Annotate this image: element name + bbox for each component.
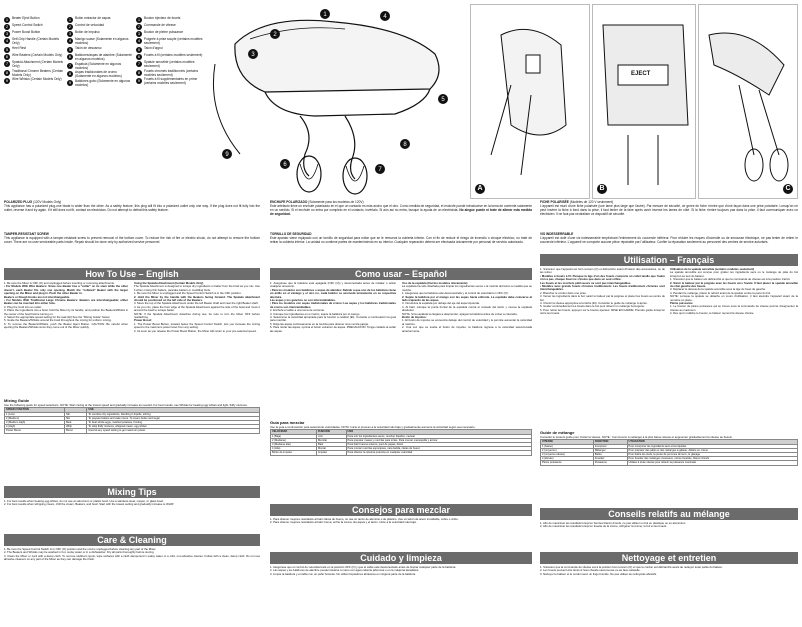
part-item: 8 Traditional Chrome Beaters (Certain Models Only) [5, 68, 64, 77]
care-cleaning-fr-title: Nettoyage et entretien [540, 552, 798, 564]
table-row: 3 (Medium High) Beat To beat whole eggs, mashed potatoes, frosting [5, 421, 260, 425]
table-row: 4 (élevée) Fouetter Pour fouetter des mélanges mousseux, crème fouettée, blancs d'œufs [541, 457, 798, 461]
figure-b [592, 4, 696, 199]
how-to-use-es-col2: Uso de la espátula (Ciertos modelos únicamente) La espátula ha sido diseñada para limpiar los ingredientes secos o la mezcla del tazón a medida que se mezcla. 1. Asegúrese que la batidora esté desconectada y el control de velocidad en OFF (O). 2. Sujete la batidora por el mango con las aspas hacia enfrente. La espátula debe colocarse al lado izquierdo de las aspas. 3. Introduzca la espátula por debajo del eje del aspa izquierda. 4. Al batir, coloque la punta frontal de la espátula contra el costado del tazón y mueva la espátula alrededor. NOTA: Si la espátula se llegara a desprender, apague la batidora antes de volver a colocarla. Botón de impulso: 1. El botón de impulso se encuentra debajo del control de velocidad y le permite aumentar la velocidad al máximo. 2. Una vez que se suelte el botón de impulso, la batidora regresa a la velocidad seleccionada anteriormente. [402, 281, 532, 333]
table-row: 1 (Low) Stir To combine dry ingredients, blending in liquids, stirring [5, 412, 260, 416]
svg-text:5: 5 [441, 97, 445, 103]
parts-list-spanish [67, 17, 133, 89]
how-to-use-es-col1: 1. Asegúrese que la batidora esté apagada (OFF (O)) y desconectada antes de instalar o retirar cualquier accesorio. • Para los modelos con batidores o aspas de alambre: Debido a que uno de los batidores tiene un anillo en el vástago y el otro no, cada batidor se acomoda únicamente en su respectiva abertura. Las aspas y los ganchos no son intercambiables. • Para los modelos con aspas tradicionales de cromo: Las aspas y los batidores tradicionales de cromo son intercambiables. 2. Enchufe el cable a una toma de corriente. 3. Coloque los ingredientes en un tazón, sujete la batidora por el mango. 4. Seleccione la velocidad apropiada para la función a realizar (EI). Consulte a continuación la guía para mezclar. 5. Dirija las aspas continuamente en la mezcla para obtener una mezcla pareja. 6. Para retirar las aspas, oprima el botón extractor de aspas. PRECAUCIÓN: Tenga cuidado al soltar las aspas. [270, 281, 396, 333]
mixing-tips-en-title: Mixing Tips [4, 486, 260, 498]
svg-text:2: 2 [273, 32, 277, 38]
table-row: 4 (Alta) Montar Para montar mezclas esponjosas, nata batida, claras de huevo [271, 447, 532, 451]
part-item: 7 Espátula (Solamente en algunos modelos) [68, 61, 122, 70]
polarized-plug-fr: FICHE POLARISÉE (Modèles de 120 V seulement) L'appareil est muni d'une fiche polarisée (une lame plus large que l'autre). Par mesure de sécurité, ce genre de fiche n'entre que d'une façon dans une prise polarisée. Lorsqu'on ne peut insérer la fiche à fond dans la prise, il faut tenter de la faire après avoir inversé les lames de côté. Si la fiche n'entre toujours pas dans la prise, il faut communiquer avec un électricien. Il ne faut pas neutraliser ce dispositif de sécurité. [540, 200, 798, 216]
part-item: 1 Bouton éjecteur de fouets [137, 16, 181, 22]
table-row: 2 (moyenne) Mélanger Pour préparer des pâtes et des mélanges à gâteau, défaire en crème [541, 448, 798, 452]
svg-text:4: 4 [383, 14, 387, 20]
mixing-tips-en: 1. For best results when beating egg whites, do not use an aluminum or plastic bowl. Use a stainless steel, copper, or glass bowl. 2. For best results when whipping cream, chill the cream, Beaters, and bowl. Start with the lowest setting and gradually increase to WHIP. [4, 499, 174, 507]
table-row: Power Boost Boost Used at any speed setting to get maximum power [5, 429, 260, 433]
how-to-use-en-col2: Using the Spatula Attachment (Certain Models Only) The Spatula Attachment is designed to scrape dry ingredients or batter from the bowl as you mix. Use it when mixing thin batters, pancake batters or muddling fruits. 1. Be sure the Mixer is unplugged and the Speed Control Switch is in the OFF position. 2. Hold the Mixer by the handle with the Beaters facing forward. The Spatula attachment should be positioned on the left side of the Beaters. 3. Move the top of the Spatula Attachment under the left Beater shaft and near the right Beater shaft. 4. As you mix, place the front edge of the Spatula Attachment against the side of the bowl and move it around the bowl to scrape batter. NOTE: If the Spatula Attachment detaches during use, be sure to turn the Mixer OFF before reattaching. Power Boost: 1. The Power Boost Button, located below the Speed Control Switch, lets you increase the mixing speed to the maximum power level from any setting. 2. As soon as you release the Power Boost Button, the Mixer will return to your pre-selected speed. [134, 281, 260, 333]
part-item: 8 Aspas tradicionales de cromo (Solamente en algunos modelos) [68, 70, 122, 79]
part-item: 4 Poignée à prise souple (certains modèles seulement) [137, 37, 203, 45]
figure-label-b: B [597, 184, 607, 194]
part-item: 3 Botón de impulso [68, 30, 100, 36]
how-to-use-es-title: Como usar – Español [270, 268, 532, 280]
part-item: 1 Botón extractor de aspas [68, 16, 111, 22]
part-item: 4 Self-Grip Handle (Certain Models Only) [5, 37, 59, 45]
svg-text:7: 7 [378, 167, 382, 173]
part-item: 3 Power Boost Button [5, 30, 41, 36]
part-item: 6 Wire Beaters (Certain Models Only) [5, 52, 63, 59]
part-item: 9 Batidores gobo (Solamente en algunos modelos) [68, 79, 131, 88]
part-item: 2 Control de velocidad [68, 23, 105, 29]
polarized-plug-es: ENCHUFE POLARIZADO (Solamente para los modelos de 120V) Este artefacto tiene un enchufe polarizado en el que un contacto es más ancho que el otro. Como medida de seguridad, el enchufe puede introducirse en la toma de corriente solamente en un sentido. Si el enchufe no entra por completo en el contacto, invértalo. Si aún así no entra, busque la ayuda de un electricista. No alegue puede ni trate de alterar esta medida de seguridad. [270, 200, 532, 216]
part-item: 3 Bouton de pleine puissance [137, 30, 184, 36]
mixing-tips-fr-title: Conseils relatifs au mélange [540, 508, 798, 520]
svg-text:1: 1 [323, 12, 327, 18]
parts-list-english [4, 17, 64, 85]
table-row: 1 (basse) Incorporer Pour incorporer les ingrédients secs et les liquides [541, 444, 798, 448]
how-to-use-fr-title: Utilisation – Français [540, 254, 798, 266]
mixing-guide-fr: Guide de mélange Consulter le présent guide pour choisir la vitesse. NOTE : Commencer à mélanger à la plus basse vitesse et augmenter graduellement la vitesse au besoin. VITESSE FONCTION UTILISATION 1 (basse) Incorporer Pour incorporer les ingrédients secs et les liquides 2 (moyenne) Mélanger Pour préparer des pâtes et des mélanges à gâteau, défaire en crème 3 (moyenne élevée) Battre Pour battre les œufs, la purée de pommes de terre, le glaçage 4 (élevée) Fouetter Pour fouetter des mélanges mousseux, crème fouettée, blancs d'œufs Pleine puissance Puissance Utilisée à toute vitesse pour obtenir la puissance maximale [540, 428, 798, 466]
polarized-plug-en: POLARIZED PLUG (120V Models Only) This appliance has a polarized plug-one blade is wider than the other. As a safety feature, this plug will fit into a polarized outlet only one way. If the plug does not fit fully into the outlet, reverse it and try again. If it still does not fit, contact an electrician. Do not attempt to defeat this safety feature. [4, 200, 260, 212]
hand-plug-illustration [471, 5, 589, 198]
part-item: 2 Speed Control Switch [5, 23, 43, 29]
mixing-tips-fr: 1. Afin de maximiser les résultats lorsqu'on bat des blancs d'œufs, ne pas utiliser un bol en plastique ou en aluminium. 2. Afin de maximiser les résultats lorsqu'on fouette de la crème, réfrigérer la crème, le bol et les fouets. [540, 521, 687, 529]
part-item: 1 Beater Eject Button [5, 16, 40, 22]
tamper-screw-fr: VIS INDESSERRABLE L'appareil est doté d'une vis indesserrable empêchant l'enlèvement du couvercle inférieur. Pour réduire les risques d'incendie ou de secousse électrique, ne pas tenter de retirer le couvercle inférieur. L'appareil ne comporte aucune pièce réparable par l'utilisateur. Confier la réparation seulement au personnel des centres de service autorisés. [540, 232, 798, 244]
part-item: 6 Fouets à fil (certains modèles seulement) [137, 52, 203, 59]
eject-button-illustration [593, 5, 695, 198]
part-item: 5 Talon d'appui [137, 45, 163, 52]
care-cleaning-es: 1. Asegúrese que el control de velocidad esté en la posición OFF (O) y que el cable esté desconectado antes de limpiar cualquier parte de la batidora. 2. Las aspas y los batidores de alambre pueden lavarse a mano con agua caliente jabonosa o en la máquina lavaplatos. 3. Limpie la batidora y el cable con un paño húmedo. No utilice limpiadores abrasivos en ninguna parte de la batidora. [270, 565, 457, 576]
tamper-screw-en: TAMPER-RESISTANT SCREW This appliance is equipped with a tamper-resistant screw to prevent removal of the bottom cover. To reduce the risk of fire or electric shock, do not attempt to remove the bottom cover. There are no user serviceable parts inside. Repair should be done only by authorized service personnel. [4, 232, 260, 244]
mixing-tips-es: 1. Para obtener mejores resultados al batir claras de huevo, no use un tazón de aluminio o de plástico. Use un tazón de acero inoxidable, cobre o vidrio. 2. Para obtener mejores resultados al batir crema, enfríe la crema, las aspas y el tazón. Inicie a la velocidad más baja. [270, 517, 459, 525]
part-item: 9 Wire Whisks (Certain Models Only) [5, 77, 62, 84]
care-cleaning-en-title: Care & Cleaning [4, 534, 260, 546]
mixer-illustration [205, 4, 465, 199]
svg-text:8: 8 [403, 142, 407, 148]
table-row: 1 (Baja) Unir Para unir los ingredientes secos, revolver líquidos, menear [271, 434, 532, 438]
how-to-use-en-col1: 1. Be sure the Mixer is OFF (O) and unplugged before inserting or removing attachments. • For Models With Wire Beaters: Since one Beater has a "collar" on its stem while the other doesn't, each Beater fits only one opening. Match the "collared" Beater with the larger opening on the Mixer and plug in. Push the other Beater in. Beaters or Dough Hooks are not interchangeable. • For Models With Traditional Large Chrome Beaters: Beaters are interchangeable; either Beater can be inserted into either hole. 2. Plug the Cord into an outlet. 3. Place the ingredients into a bowl, hold the Mixer by its handle, and position the Beaters/Whisks in the center of the bowl before turning on. 4. Select the appropriate speed setting for the task (EI) See the "Mixing Guide" below. 5. Guide the Beaters/Whisks around the bowl throughout the mixing for uniform mixing. 6. To remove the Beaters/Whisks, push the Beater Eject Button. CAUTION: Be careful when ejecting the Beaters/Whisks since they come out of the Mixer quickly. [4, 281, 128, 330]
table-row: 2 (Medium) Mix To prepare batters and cake mixes. To cream butter and sugar [5, 416, 260, 420]
care-cleaning-fr: 1. S'assurer que la commande de vitesse est à la position hors tension (O) et que le cordon est débranché avant de nettoyer toute partie du batteur. 2. Les fouets peuvent être lavés à l'eau chaude savonneuse ou au lave-vaisselle. 3. Nettoyer le batteur et le cordon avec un linge humide. Ne pas utiliser de nettoyants abrasifs. [540, 565, 723, 576]
svg-text:9: 9 [225, 152, 229, 158]
table-row: Botón de impulso Impulso Para obtener la máxima potencia en cualquier velocidad [271, 451, 532, 455]
how-to-use-fr-col1: 1. S'assurer que l'appareil est hors tension (O) et débranché avant d'insérer des accessoires, ou de les retirer. • Modèles à fouets à fil: Puisque la tige d'un des fouets comporte un collet tandis que l'autre n'en a pas, chaque fouet ne s'insère que dans un seul orifice. Les fouets et les crochets pétrisseurs ne sont pas interchangeables. • Modèles avec grands fouets chromés traditionnels: Les fouets traditionnels chromés sont interchangeables. 2. Brancher le cordon dans une prise. 3. Verser les ingrédients dans le bol, saisir le batteur par la poignée et placer les fouets au centre du bol. 4. Choisir la vitesse appropriée à la tâche (EI). Consulter le guide de mélange ci-après. 5. Guider continuellement les fouets dans le bol pour obtenir un mélange homogène. 6. Pour retirer les fouets, appuyer sur le bouton éjecteur. MISE EN GARDE: Prendre garde lorsqu'on retire les fouets. [540, 267, 665, 316]
part-item: 5 Talón de descanso [68, 45, 102, 52]
part-item: 9 Fouets à fil supplémentaires en prime (certains modèles seulement) [137, 77, 198, 86]
care-cleaning-es-title: Cuidado y limpieza [270, 552, 532, 564]
parts-list-french [136, 17, 206, 87]
mixing-guide-es-table: VELOCIDAD FUNCIÓN USO 1 (Baja) Unir Para unir los ingredientes secos, revolver líquidos, menear 2 (Mediana) Mezclar Para preparar masas y mezclas para tortas. Para cremar mantequilla y azúcar 3 (Mediana alta) Batir Para batir huevos enteros, puré de papas, betún 4 (Alta) Montar Para montar mezclas esponjosas, nata batida, claras de huevo Botón de impulso Impulso Para obtener la máxima potencia en cualquier velocidad [270, 429, 532, 455]
mixing-guide-en: Mixing Guide Use the following guide for speed selections. NOTE: Start mixing at the lowest speed and gradually increase as needed. For best results, use Whisks for beating egg whites and light, fluffy mixtures. SPEED FUNCTION USE 1 (Low) Stir To combine dry ingredients, blending in liquids, stirring 2 (Medium) Mix To prepare batters and cake mixes. To cream butter and sugar 3 (Medium High) Beat To beat whole eggs, mashed potatoes, frosting 4 (High) Whip To whip fluffy mixtures, whipped cream, egg whites Power Boost Boost Used at any speed setting to get maximum power [4, 396, 260, 434]
mixing-guide-es: Guía para mezclar Use la guía a continuación para seleccionar velocidades. NOTA: Inicie el proceso a la velocidad más baja y gradualmente aumente la velocidad según sea necesario. VELOCIDAD FUNCIÓN USO 1 (Baja) Unir Para unir los ingredientes secos, revolver líquidos, menear 2 (Mediana) Mezclar Para preparar masas y mezclas para tortas. Para cremar mantequilla y azúcar 3 (Mediana alta) Batir Para batir huevos enteros, puré de papas, betún 4 (Alta) Montar Para montar mezclas esponjosas, nata batida, claras de huevo Botón de impulso Impulso Para obtener la máxima potencia en cualquier velocidad [270, 418, 532, 456]
svg-text:3: 3 [251, 52, 255, 58]
table-row: 2 (Mediana) Mezclar Para preparar masas y mezclas para tortas. Para cremar mantequilla y azúcar [271, 438, 532, 442]
part-item: 5 Heel Rest [5, 45, 26, 52]
table-row: 3 (Mediana alta) Batir Para batir huevos enteros, puré de papas, betún [271, 443, 532, 447]
mixing-guide-fr-table: VITESSE FONCTION UTILISATION 1 (basse) Incorporer Pour incorporer les ingrédients secs et les liquides 2 (moyenne) Mélanger Pour préparer des pâtes et des mélanges à gâteau, défaire en crème 3 (moyenne élevée) Battre Pour battre les œufs, la purée de pommes de terre, le glaçage 4 (élevée) Fouetter Pour fouetter des mélanges mousseux, crème fouettée, blancs d'œufs Pleine puissance Puissance Utilisée à toute vitesse pour obtenir la puissance maximale [540, 439, 798, 465]
beaters-illustration [699, 5, 797, 198]
part-item: 6 Batidores/aspas de alambre (Solamente en algunos modelos) [68, 52, 132, 61]
figure-label-a: A [475, 184, 485, 194]
eject-label: EJECT [631, 71, 651, 77]
part-item: 7 Spatula Attachment (Certain Models Only) [5, 59, 64, 68]
svg-text:6: 6 [283, 162, 287, 168]
figure-c [698, 4, 798, 199]
figure-label-c: C [783, 184, 793, 194]
table-row: 4 (High) Whip To whip fluffy mixtures, whipped cream, egg whites [5, 425, 260, 429]
mixing-tips-es-title: Consejos para mezclar [270, 504, 532, 516]
part-item: 8 Fouets chromés traditionnels (certains modèles seulement) [137, 68, 199, 77]
how-to-use-en-title: How To Use – English [4, 268, 260, 280]
part-item: 7 Spatule amovible (certains modèles seulement) [137, 59, 195, 68]
table-row: 3 (moyenne élevée) Battre Pour battre les œufs, la purée de pommes de terre, le glaçage [541, 453, 798, 457]
part-item: 2 Commande de vitesse [137, 23, 176, 29]
how-to-use-fr-col2: Utilisation de la spatule amovible (certains modèles seulement) La spatule amovible est conçue pour gratter les ingrédients secs ou le mélange de pâte du bol lorsqu'on se sert du batteur. 1. S'assurer que le batteur est débranché et que la commande de vitesse est à la position d'arrêt. 2. Saisir le batteur par la poignée avec les fouets vers l'avant. Il faut placer la spatule amovible du côté gauche des fouets. 3. Déplacer le dessus de la spatule amovible sous la tige du fouet de gauche. 4. Pendant le mélange, placer le rebord avant de la spatule contre la paroi du bol. NOTE: Lorsque la spatule se détache en cours d'utilisation, il faut éteindre l'appareil avant de la remettre en place. Pleine puissance 1. Le bouton de pleine puissance qui se trouve sous la commande de vitesse permet d'augmenter la vitesse au maximum. 2. Dès qu'on relâche le bouton, le batteur reprend la vitesse choisie. [670, 267, 798, 316]
table-row: Pleine puissance Puissance Utilisée à toute vitesse pour obtenir la puissance maximale [541, 461, 798, 465]
tamper-screw-es: TORNILLO DE SEGURIDAD Este aparato viene equipado con un tornillo de seguridad para evitar que se le remueva la cubierta inferior. Con el fin de reducir el riesgo de incendio o choque eléctrico, no trate de retirar la cubierta inferior. La unidad no contiene partes de mantenimiento en su interior. Cualquier reparación deberá ser efectuada únicamente por personal de servicio autorizado. [270, 232, 532, 244]
care-cleaning-en: 1. Be sure the Speed Control Switch is in OFF (O) position and the cord is unplugged before cleaning any part of the Mixer. 2. The Beaters and Whisks may be washed in hot, sudsy water or in a dishwasher. Dry all parts thoroughly before storing. 3. Clean the Mixer or cord with a damp cloth. To remove stubborn spots, wipe surfaces with a cloth dampened in sudsy water or a mild, non-abrasive cleaner. Follow with a clean, damp cloth. Do not use abrasive cleaners on any part of the Mixer as they can damage the finish. [4, 547, 260, 562]
part-item: 4 Manigo suave (Solamente en algunos modelos) [68, 37, 129, 45]
figure-a [470, 4, 590, 199]
mixing-guide-en-table: SPEED FUNCTION USE 1 (Low) Stir To combine dry ingredients, blending in liquids, stirring 2 (Medium) Mix To prepare batters and cake mixes. To cream butter and sugar 3 (Medium High) Beat To beat whole eggs, mashed potatoes, frosting 4 (High) Whip To whip fluffy mixtures, whipped cream, egg whites Power Boost Boost Used at any speed setting to get maximum power [4, 407, 260, 433]
